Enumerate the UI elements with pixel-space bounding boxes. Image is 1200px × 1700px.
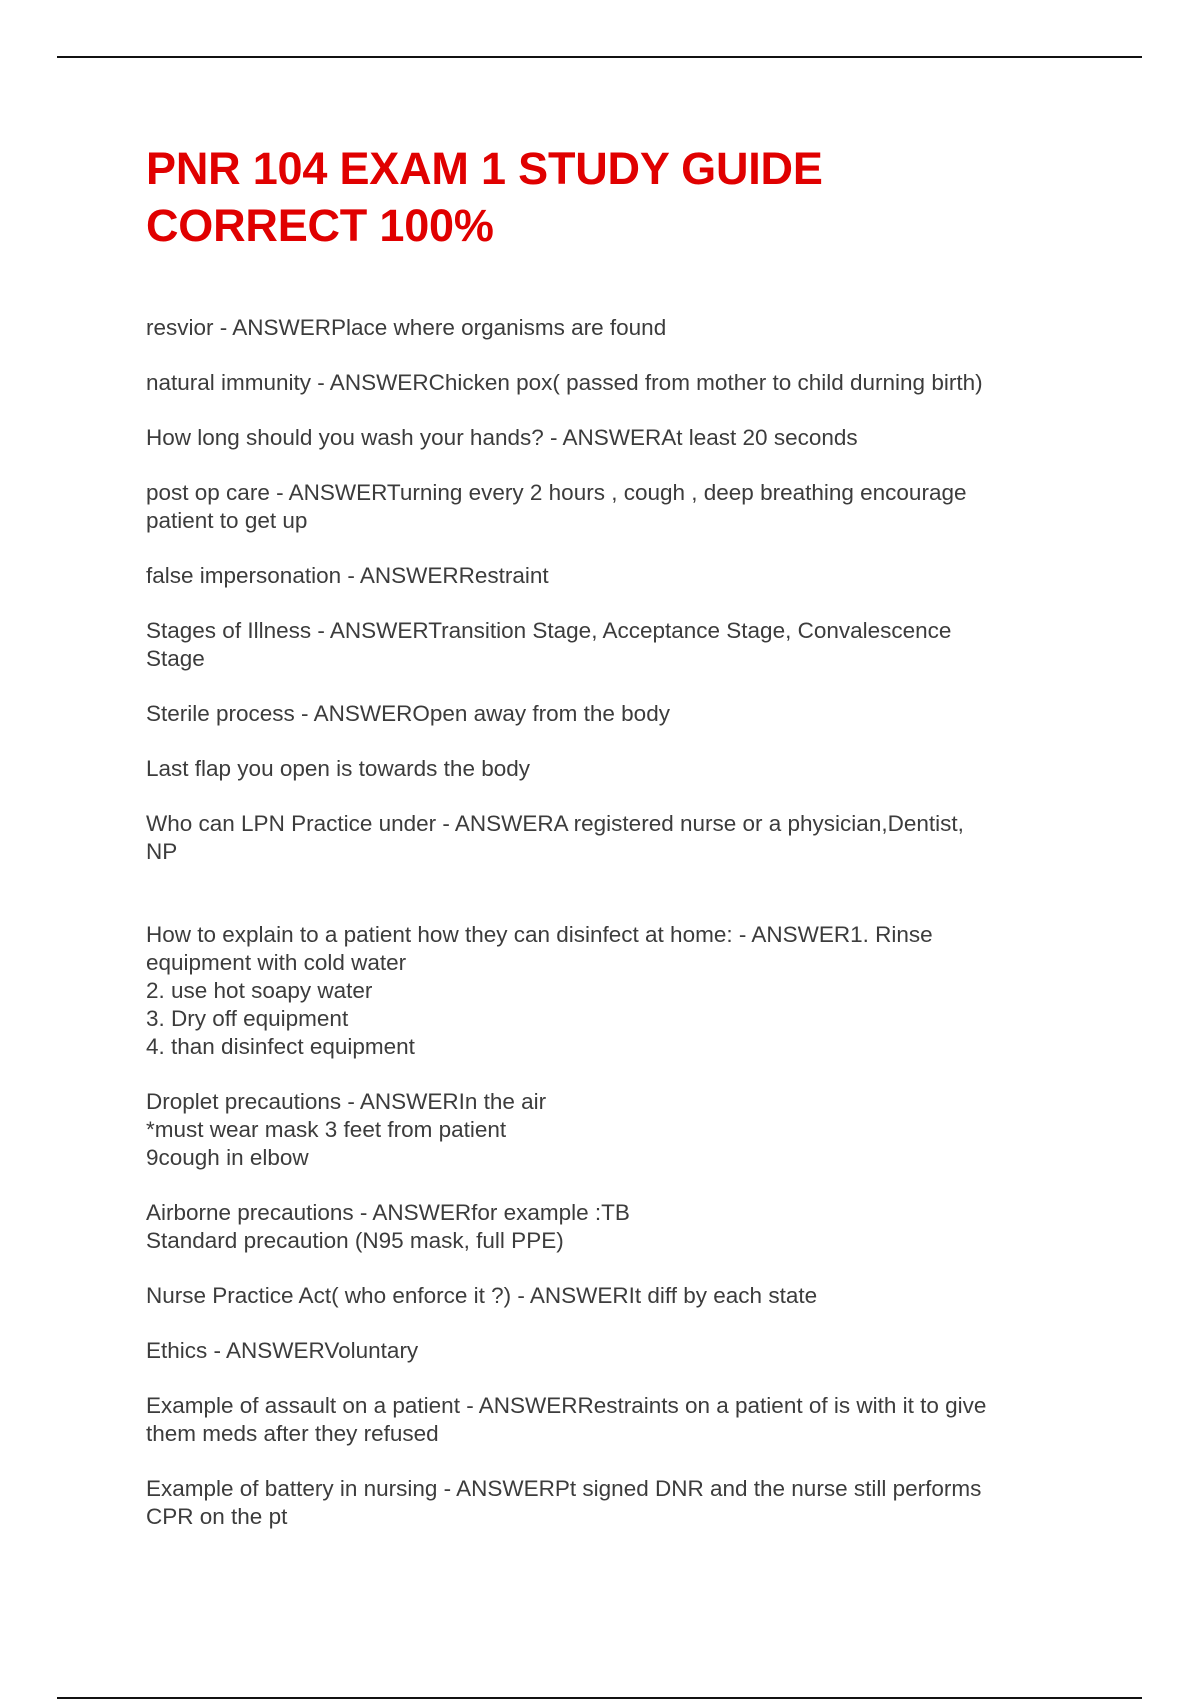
qa-entry: Last flap you open is towards the body	[146, 756, 530, 781]
qa-list	[146, 314, 1066, 1531]
qa-entry: Ethics - ANSWERVoluntary	[146, 1338, 419, 1363]
qa-entry: Sterile process - ANSWEROpen away from the body	[146, 701, 670, 726]
qa-entry: Who can LPN Practice under - ANSWERA registered nurse or a physician,Dentist, NP	[146, 811, 964, 864]
qa-entry: Example of assault on a patient - ANSWERRestraints on a patient of is with it to give them meds after they refused	[146, 1393, 987, 1446]
qa-entry: natural immunity - ANSWERChicken pox( passed from mother to child durning birth)	[146, 370, 983, 395]
page-content	[146, 140, 1066, 1558]
qa-entry: resvior - ANSWERPlace where organisms are found	[146, 315, 667, 340]
qa-entry: Example of battery in nursing - ANSWERPt signed DNR and the nurse still performs CPR on the pt	[146, 1476, 982, 1529]
qa-entry: How to explain to a patient how they can disinfect at home: - ANSWER1. Rinse equipment with cold water 2. use hot soapy water 3. Dry off equipment 4. than disinfect equipment	[146, 922, 933, 1059]
qa-entry: Droplet precautions - ANSWERIn the air *must wear mask 3 feet from patient 9cough in elbow	[146, 1089, 547, 1170]
top-divider	[57, 56, 1142, 58]
bottom-divider	[57, 1697, 1142, 1699]
qa-entry: How long should you wash your hands? - ANSWERAt least 20 seconds	[146, 425, 858, 450]
qa-entry: Nurse Practice Act( who enforce it ?) - ANSWERIt diff by each state	[146, 1283, 818, 1308]
title-line-1: PNR 104 EXAM 1 STUDY GUIDE	[146, 143, 823, 194]
qa-entry: post op care - ANSWERTurning every 2 hours , cough , deep breathing encourage patient to get up	[146, 480, 967, 533]
title-line-2: CORRECT 100%	[146, 200, 494, 251]
document-title	[146, 140, 1066, 254]
qa-entry: Airborne precautions - ANSWERfor example :TB Standard precaution (N95 mask, full PPE)	[146, 1200, 630, 1253]
qa-entry: false impersonation - ANSWERRestraint	[146, 563, 549, 588]
qa-entry: Stages of Illness - ANSWERTransition Stage, Acceptance Stage, Convalescence Stage	[146, 618, 952, 671]
